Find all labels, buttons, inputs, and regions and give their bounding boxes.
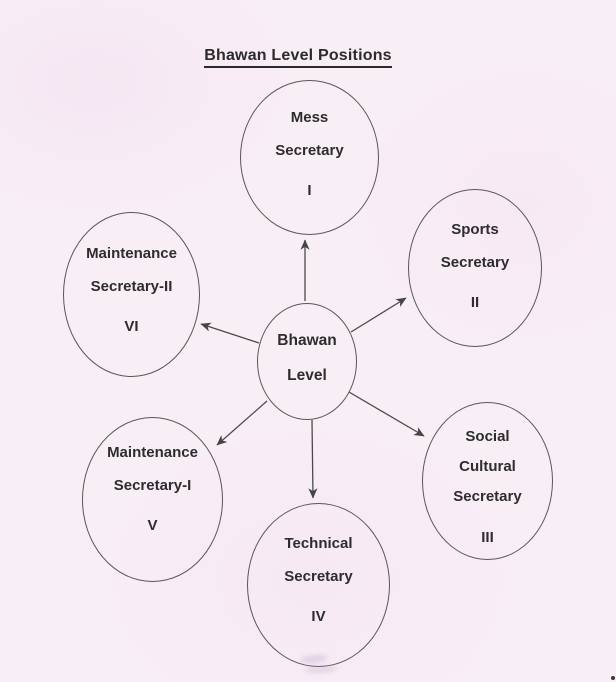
node-label (64, 237, 199, 303)
node-label-line: Sports (451, 221, 499, 238)
diagram-title-text: Bhawan Level Positions (204, 47, 392, 68)
node-label-line: Social (465, 428, 510, 445)
node-numeral: IV (311, 608, 326, 625)
node-social-cultural-secretary (422, 402, 553, 560)
node-label-line: Bhawan (277, 332, 337, 349)
node-label (83, 436, 222, 502)
node-maintenance-secretary-2 (63, 212, 200, 377)
arrow-center-to-social (349, 392, 424, 436)
node-numeral: V (147, 517, 158, 534)
node-label (248, 527, 389, 593)
node-label-line: Mess (290, 109, 329, 126)
node-label (409, 213, 541, 279)
node-label-line: Secretary-II (90, 278, 173, 295)
node-label-line: Secretary (284, 568, 353, 585)
node-label-line: Secretary (440, 254, 510, 271)
node-label-line: Secretary-I (113, 477, 192, 494)
arrow-center-to-maintenance-1 (217, 401, 267, 445)
node-label (241, 101, 378, 167)
node-numeral: III (481, 529, 494, 546)
node-label-line: Maintenance (86, 245, 177, 262)
node-label (258, 323, 356, 393)
node-label-line: Level (287, 367, 327, 384)
node-label-line: Maintenance (107, 444, 198, 461)
node-label-line: Technical (284, 535, 353, 552)
node-numeral: VI (124, 318, 139, 335)
node-mess-secretary (240, 80, 379, 235)
node-label (423, 422, 552, 512)
node-label-line: Secretary (275, 142, 344, 159)
diagram-title (0, 47, 596, 68)
node-numeral: II (470, 294, 480, 311)
arrow-center-to-technical (312, 420, 313, 498)
arrow-center-to-sports (351, 298, 406, 332)
scan-speck (611, 676, 615, 680)
node-numeral: I (307, 182, 312, 199)
node-label-line: Secretary (453, 488, 522, 505)
node-label-line: Cultural (459, 458, 516, 475)
node-maintenance-secretary-1 (82, 417, 223, 582)
node-sports-secretary (408, 189, 542, 347)
node-technical-secretary (247, 503, 390, 667)
arrow-center-to-maintenance-2 (201, 324, 259, 343)
node-bhawan-level (257, 303, 357, 420)
